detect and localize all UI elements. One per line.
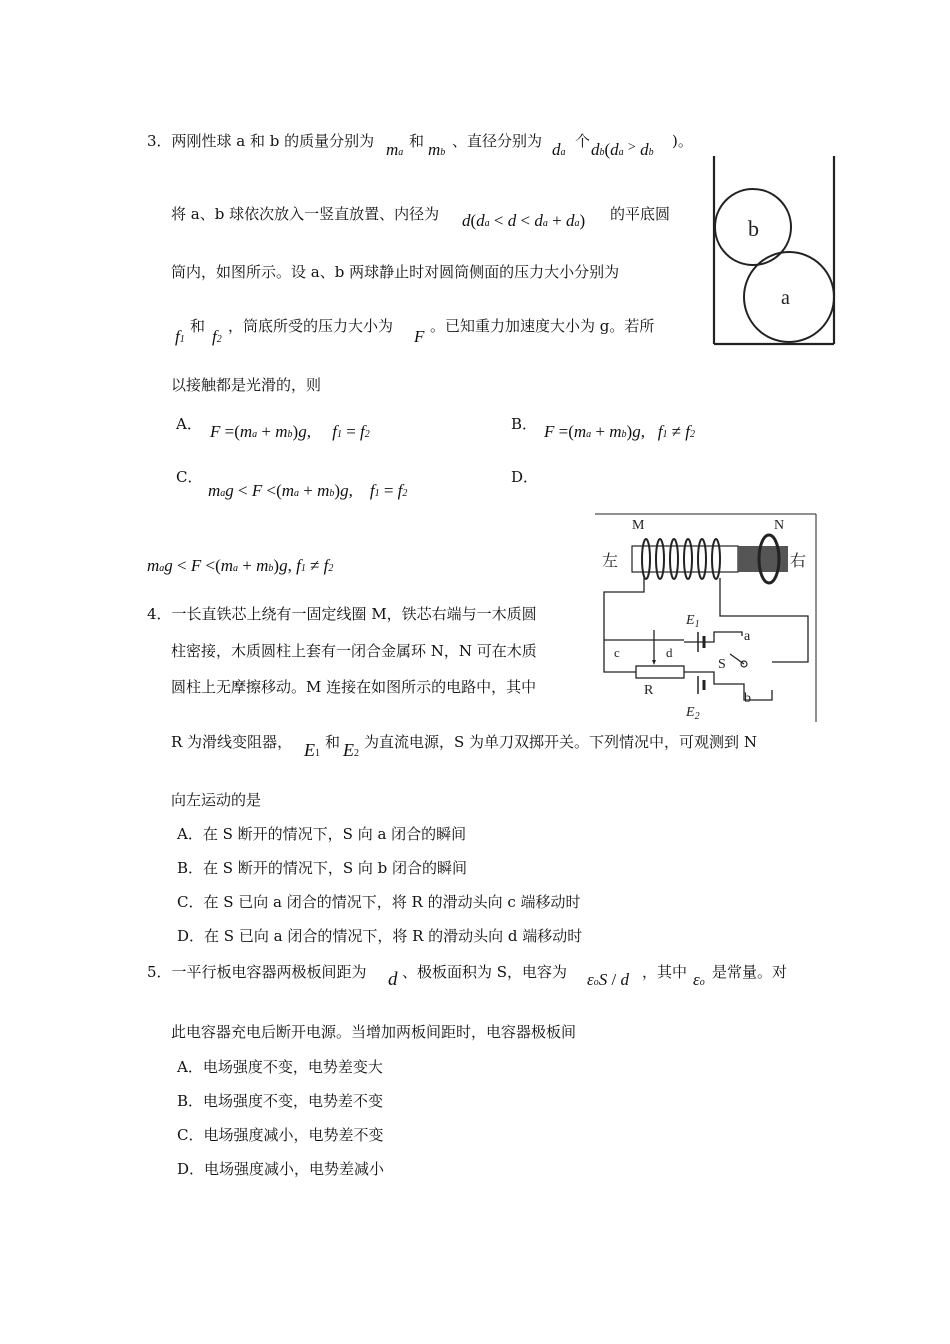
label-M: M (632, 518, 645, 533)
q3-line2-text-b: 的平底圆 (610, 205, 671, 223)
q4-option-c: C．在 S 已向 a 闭合的情况下，将 R 的滑动头向 c 端移动时 (177, 893, 581, 911)
q4-circuit-figure (594, 512, 818, 724)
coil-M (642, 539, 720, 579)
q3-line4-text-b: ，筒底所受的压力大小为 (228, 317, 394, 335)
q3-option-b-formula: F =(ma + mb)g, f1 ≠ f2 (544, 422, 696, 441)
q4-option-d: D．在 S 已向 a 闭合的情况下，将 R 的滑动头向 d 端移动时 (177, 927, 583, 945)
q3-option-a-formula: F =(ma + mb)g, f1 = f2 (210, 422, 370, 441)
label-N: N (774, 518, 785, 533)
q4-line2: 柱密接，木质圆柱上套有一闭合金属环 N，N 可在木质 (171, 642, 537, 660)
q4-line5: 向左运动的是 (171, 791, 262, 809)
q3-math-f1: f1 (175, 327, 185, 346)
q4-option-b: B．在 S 断开的情况下，S 向 b 闭合的瞬间 (177, 859, 468, 877)
q4-line4-a: R 为滑线变阻器， (171, 733, 293, 751)
q3-math-ma: ma (386, 140, 404, 159)
q4-line3: 圆柱上无摩擦移动。M 连接在如图所示的电路中，其中 (171, 678, 537, 696)
label-b: b (744, 691, 751, 706)
q3-option-a-label: A． (176, 415, 202, 433)
label-R: R (644, 683, 654, 698)
q3-line1-text: 3．两刚性球 a 和 b 的质量分别为 (147, 132, 375, 150)
q3-and1: 和 (409, 132, 425, 150)
q5-math-epsilon: εo (693, 970, 705, 989)
q3-math-inner-diameter: d(da < d < da + da) (462, 211, 586, 230)
q5-option-a: A．电场强度不变，电势差变大 (177, 1058, 383, 1076)
q3-math-mb: mb (428, 140, 446, 159)
label-c: c (614, 645, 620, 660)
label-S: S (718, 657, 726, 672)
q3-option-c-formula: mag < F <(ma + mb)g, f1 = f2 (208, 481, 408, 500)
rheostat-R (636, 666, 684, 678)
q3-option-c-label: C． (176, 468, 203, 486)
q3-paren-close: )。 (672, 132, 693, 150)
label-a: a (744, 629, 751, 644)
q5-line1-a: 5．一平行板电容器两极板间距为 (147, 963, 367, 981)
q4-option-a: A．在 S 断开的情况下，S 向 a 闭合的瞬间 (177, 825, 467, 843)
q3-line1-text-b: 、直径分别为 (452, 132, 543, 150)
q5-option-b: B．电场强度不变，电势差不变 (177, 1092, 384, 1110)
q5-line2: 此电容器充电后断开电源。当增加两板间距时，电容器极板间 (171, 1023, 577, 1041)
ball-a-label: a (781, 287, 790, 309)
q3-math-da: da (552, 140, 566, 159)
q3-math-db-cond: db(da > db (591, 140, 654, 159)
q3-math-F: F (414, 327, 425, 346)
q5-math-d: d (388, 969, 398, 990)
q4-line1: 4．一长直铁芯上绕有一固定线圈 M，铁芯右端与一木质圆 (147, 605, 537, 623)
q3-option-d-formula: mag < F <(ma + mb)g, f1 ≠ f2 (147, 556, 334, 575)
switch-S (730, 654, 744, 664)
q3-line4-text-c: 。已知重力加速度大小为 g。若所 (430, 317, 655, 335)
q3-line3-text: 筒内，如图所示。设 a、b 两球静止时对圆筒侧面的压力大小分别为 (171, 263, 620, 281)
q3-option-b-label: B． (511, 415, 538, 433)
ball-b-label: b (748, 216, 759, 241)
label-E2: $E_2$ (686, 705, 700, 722)
q3-option-d-label: D． (511, 468, 539, 486)
q5-option-c: C．电场强度减小，电势差不变 (177, 1126, 384, 1144)
label-E1: $E_1$ (686, 613, 700, 630)
q4-line4-b: 为直流电源，S 为单刀双掷开关。下列情况中，可观测到 N (364, 733, 757, 751)
q3-line5-text: 以接触都是光滑的，则 (171, 376, 322, 394)
q3-line2-text: 将 a、b 球依次放入一竖直放置、内径为 (171, 205, 440, 223)
q3-cylinder-figure (708, 152, 840, 348)
q5-line1-c: ，其中 (642, 963, 688, 981)
q4-math-E1: E1 (304, 740, 320, 760)
label-right: 右 (790, 553, 807, 570)
q4-and: 和 (325, 733, 341, 751)
q3-ge: 个 (575, 132, 591, 150)
q4-math-E2: E2 (343, 740, 359, 760)
q3-and2: 和 (190, 317, 206, 335)
label-left: 左 (602, 553, 619, 570)
q5-line1-b: 、极板面积为 S，电容为 (402, 963, 568, 981)
label-d: d (666, 645, 673, 660)
q5-option-d: D．电场强度减小，电势差减小 (177, 1160, 385, 1178)
q5-math-capacitance: εoS / d (587, 970, 629, 989)
q3-math-f2: f2 (212, 327, 222, 346)
q5-line1-d: 是常量。对 (712, 963, 788, 981)
